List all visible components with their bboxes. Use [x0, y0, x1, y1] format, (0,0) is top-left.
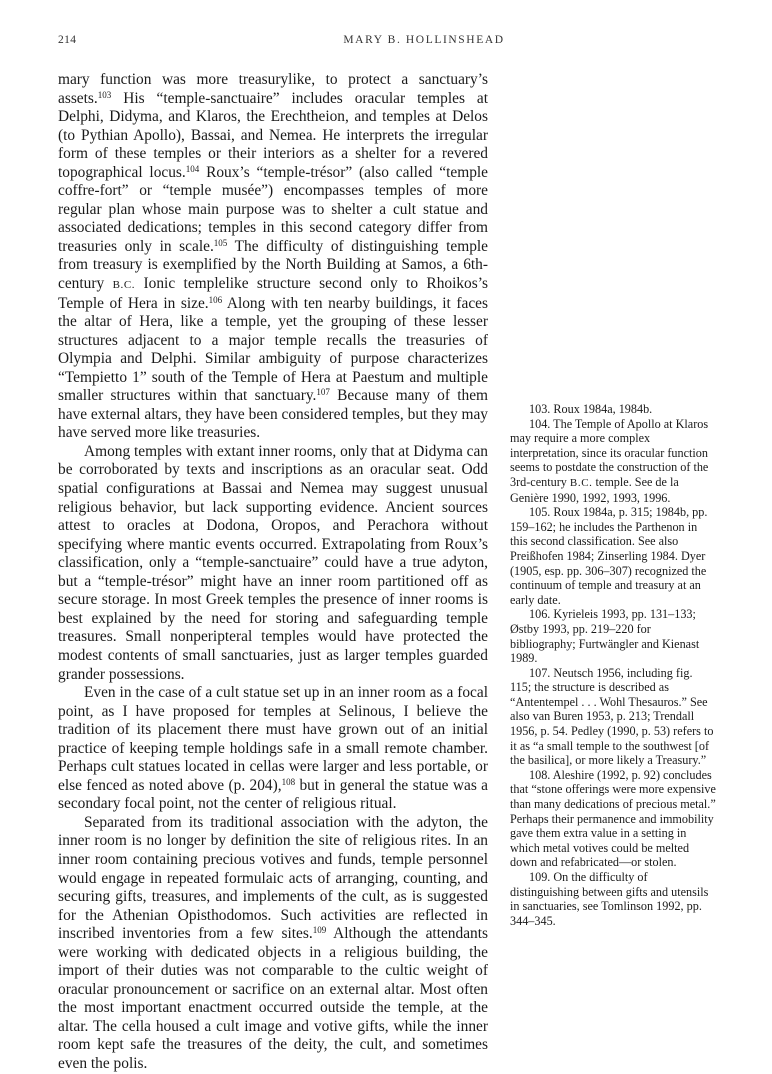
text-run: Even in the case of a cult statue set up in an inner room as a focal point, as I have proposed for temples at Selinous, I believe the tradition of its placement there must have grown out of an initial practice of keeping temple holdings safe in a small remote chamber. Perhaps cult statues located in cellas were larger and less portable, or else fenced as noted above (p. 204), [58, 684, 488, 794]
paragraph-2: Among temples with extant inner rooms, only that at Didyma can be corroborated by texts and inscriptions as an oracular seat. Odd spatial configurations at Bassai and Nemea may suggest unusual religious behavior, but lack supporting evidence. Ancient sources attest to oracles at Dodona, Oropos, and Perachora without specifying where mantic events occurred. Extrapolating from Roux’s classification, only a “temple-sanctuaire” could have a true adyton, but a “temple-trésor” might have an inner room partitioned off as secure storage. In most Greek temples the presence of inner rooms is best explained by the need for storing and safeguarding temple treasures. Small nonperipteral temples would have protected the modest contents of small sanctuaries, just as larger temples guarded grander possessions. [58, 442, 488, 683]
text-run: Separated from its traditional association with the adyton, the inner room is no longer by definition the site of religious rites. In an inner room containing precious votives and funds, temple personnel would engage in repeated formulaic acts of arranging, counting, and securing gifts, treasures, and implements of the cult, as is suggested for the Athenian Opisthodomos. Such activities are reflected in inscribed inventories from a few sites. [58, 813, 488, 943]
page-header [58, 34, 710, 54]
text-run: mary function was more treasurylike, to protect a sanctuary’s assets. [58, 71, 488, 107]
page-number: 214 [58, 34, 77, 46]
era-abbrev: B.C. [569, 476, 593, 489]
text-run: 104. The Temple of Apollo at Klaros may require a more complex interpretation, since its oracular function seems to postdate the construction of the 3rd-century [510, 416, 709, 489]
paragraph-1 [58, 71, 488, 443]
footnote-ref-108[interactable]: 108 [281, 776, 296, 787]
running-head: MARY B. HOLLINSHEAD [343, 34, 505, 46]
paragraph-3 [58, 684, 488, 814]
footnote-106: 106. Kyrieleis 1993, pp. 131–133; Østby 1993, pp. 219–220 for bibliography; Furtwängler and Kienast 1989. [510, 607, 700, 666]
footnote-105: 105. Roux 1984a, p. 315; 1984b, pp. 159–162; he includes the Parthenon in this second classification. See also Preißhofen 1984; Zinserling 1984. Dyer (1905, esp. pp. 306–307) recognized the continuum of temple and treasury at an early date. [510, 505, 708, 607]
footnote-ref-105[interactable]: 105 [213, 237, 228, 248]
footnote-103: 103. Roux 1984a, 1984b. [529, 402, 653, 416]
text-run: but in general the statue was a secondary focal point, not the center of religious ritual. [58, 776, 489, 813]
text-run: His “temple-sanctuaire” includes oracular temples at Delphi, Didyma, and Klaros, the Erechtheion, and temples at Delos (to Pythian Apollo), Bassai, and Nemea. He interprets the irregular form of these temples or their interiors as a shelter for a revered topographical locus. [58, 89, 488, 181]
footnote-ref-109[interactable]: 109 [312, 925, 327, 936]
text-run: Roux’s “temple-trésor” (also called “temple coffre-fort” or “temple musée”) encompasses temples of more regular plan whose main purpose was to shelter a cult statue and associated dedications; temples in this second category differ from treasuries only in scale. [58, 163, 488, 255]
footnote-ref-106[interactable]: 106 [208, 294, 223, 305]
footnotes-column [510, 402, 716, 928]
text-run: Ionic templelike structure second only to Rhoikos’s Temple of Hera in size. [58, 275, 489, 312]
footnote-ref-107[interactable]: 107 [316, 387, 330, 398]
paragraph-4 [58, 814, 488, 1074]
footnote-108: 108. Aleshire (1992, p. 92) concludes that “stone offerings were more expensive than many dedications of precious metal.” Perhaps their permanence and immobility gave them extra value in a setting in which metal votives could be melted down and refabricated—or stolen. [510, 767, 716, 870]
main-text-column [58, 71, 488, 1074]
footnote-ref-103[interactable]: 103 [97, 89, 112, 100]
footnote-107: 107. Neutsch 1956, including fig. 115; the structure is described as “Antentempel . . . Wohl Thesauros.” See also van Buren 1953, p. 213; Trendall 1956, p. 54. Pedley (1990, p. 53) refers to it as “a small temple to the southwest [of the basilica], or more likely a Treasury.” [510, 665, 714, 768]
era-abbrev: B.C. [112, 279, 136, 292]
footnote-104 [510, 417, 716, 506]
text-run: Because many of them have external altars, they have been considered temples, but they may have served more like treasuries. [58, 387, 488, 442]
text-run: Although the attendants were working with dedicated objects in a religious building, the import of their duties was not comparable to the cultic weight of oracular pronouncement or sacrifice on an external altar. Most often the most important enactment occurred outside the temple, at the altar. The cella housed a cult image and votive gifts, while the inner room kept safe the treasures of the deity, the cult, and sometimes even the polis. [58, 925, 488, 1072]
text-run: The difficulty of distinguishing temple from treasury is exemplified by the North Building at Samos, a 6th-century [58, 237, 489, 293]
footnote-ref-104[interactable]: 104 [185, 163, 200, 174]
text-run: Along with ten nearby buildings, it faces the altar of Hera, like a temple, yet the grouping of these lesser structures adjacent to a major temple recalls the treasuries of Olympia and Delphi. Similar ambiguity of purpose characterizes “Tempietto 1” south of the Temple of Hera at Paestum and multiple smaller structures within that sanctuary. [58, 294, 489, 405]
text-run: temple. See de la Genière 1990, 1992, 1993, 1996. [510, 474, 679, 505]
footnote-109: 109. On the difficulty of distinguishing between gifts and utensils in sanctuaries, see Tomlinson 1992, pp. 344–345. [510, 870, 709, 928]
